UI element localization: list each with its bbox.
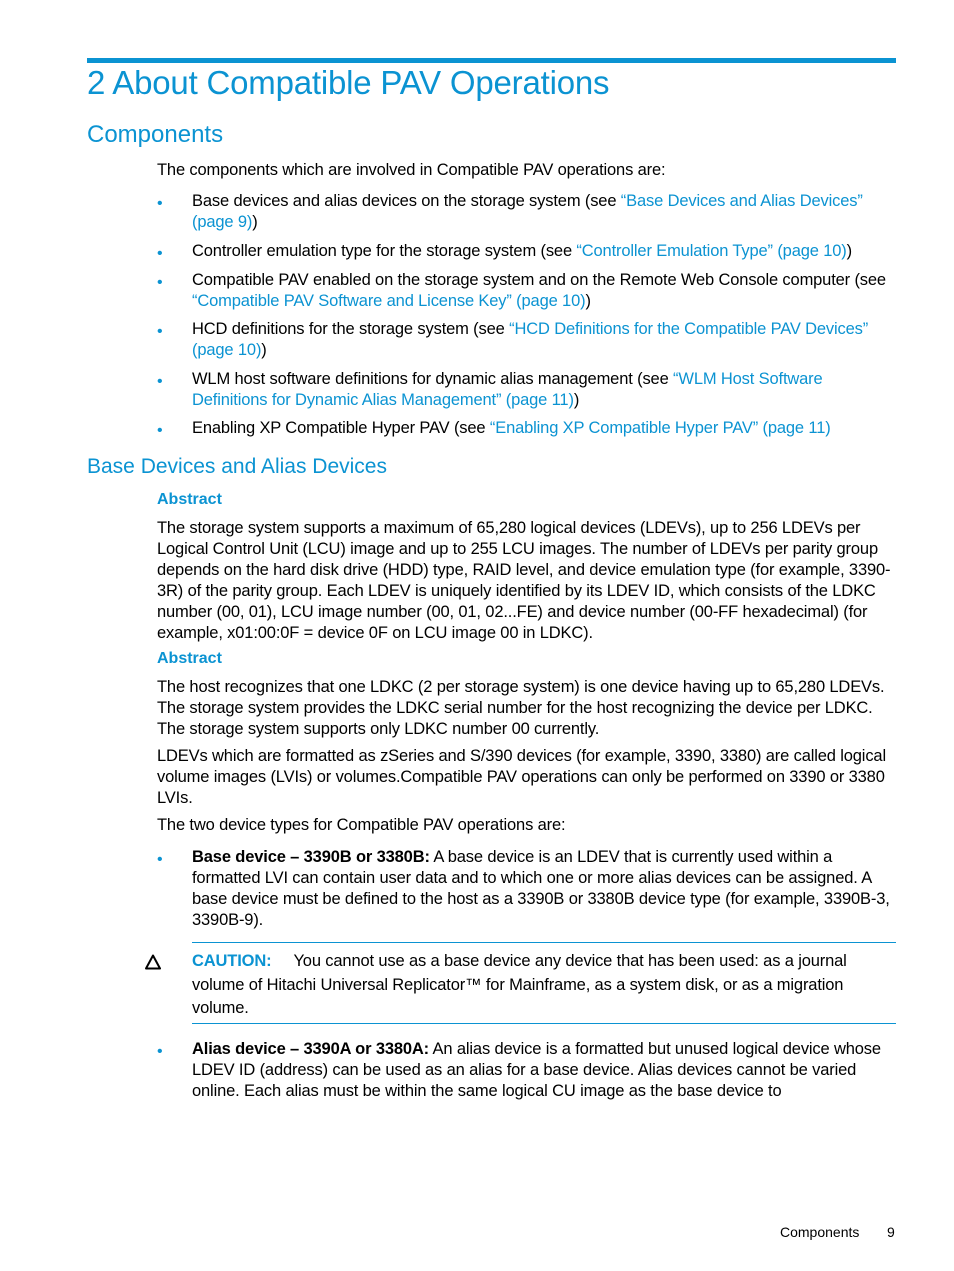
xref-link[interactable]: “WLM Host Software Definitions for Dynamic Alias Management” (page 11) <box>192 370 823 409</box>
bullet-icon: • <box>157 373 163 390</box>
list-item-base-device: Base device – 3390B or 3380B: A base device is an LDEV that is currently used within a formatted LVI can contain user data and to which one or more alias devices can be assigned. A base device must be defined to the host as a 3390B or 3380B device type (for example, 3390B-3, 3390B-9). <box>192 848 890 929</box>
ldevs-paragraph: LDEVs which are formatted as zSeries and S/390 devices (for example, 3390, 3380) are called logical volume images (LVIs) or volumes.Compatible PAV operations can only be performed on 3390 or 3380 LVIs. <box>157 747 886 807</box>
bullet-icon: • <box>157 1043 163 1060</box>
list-item: Compatible PAV enabled on the storage system and on the Remote Web Console computer (see “Compatible PAV Software and License Key” (page 10)) <box>192 271 886 310</box>
components-heading: Components <box>87 121 224 148</box>
list-item: Base devices and alias devices on the storage system (see “Base Devices and Alias Devices” (page 9)) <box>192 192 863 231</box>
abstract-label: Abstract <box>157 650 222 667</box>
list-item: Controller emulation type for the storage system (see “Controller Emulation Type” (page 10)) <box>192 242 852 260</box>
xref-link[interactable]: “Enabling XP Compatible Hyper PAV” (page 11) <box>489 419 831 437</box>
bullet-icon: • <box>157 274 163 291</box>
bullet-icon: • <box>157 245 163 262</box>
caution-bottom-rule <box>192 1023 896 1024</box>
list-item: WLM host software definitions for dynamic alias management (see “WLM Host Software Definitions for Dynamic Alias Management” (page 11)) <box>192 370 823 409</box>
caution-note: CAUTION: You cannot use as a base device any device that has been used: as a journal volume of Hitachi Universal Replicator™ for Mainframe, as a system disk, or as a migration volume. <box>192 952 847 1017</box>
chapter-top-rule <box>87 58 896 63</box>
caution-icon <box>145 954 161 970</box>
xref-link[interactable]: “HCD Definitions for the Compatible PAV Devices” (page 10) <box>192 320 869 359</box>
caution-top-rule <box>192 942 896 943</box>
list-item-alias-device: Alias device – 3390A or 3380A: An alias device is a formatted but unused logical device whose LDEV ID (address) can be used as an alias for a base device. Alias devices cannot be varied online. Each alias must be within the same logical CU image as the base device to <box>192 1040 881 1100</box>
device-types-paragraph: The two device types for Compatible PAV operations are: <box>157 816 566 834</box>
xref-link[interactable]: “Controller Emulation Type” (page 10) <box>576 242 847 260</box>
abstract-label: Abstract <box>157 491 222 508</box>
xref-link[interactable]: “Compatible PAV Software and License Key” (page 10) <box>192 292 586 310</box>
footer-section: Components <box>780 1224 860 1240</box>
list-item: HCD definitions for the storage system (see “HCD Definitions for the Compatible PAV Devices” (page 10)) <box>192 320 869 359</box>
components-intro: The components which are involved in Compatible PAV operations are: <box>157 161 666 179</box>
list-item: Enabling XP Compatible Hyper PAV (see “Enabling XP Compatible Hyper PAV” (page 11) <box>192 419 831 437</box>
bullet-icon: • <box>157 851 163 868</box>
bullet-icon: • <box>157 422 163 439</box>
abstract-paragraph: The storage system supports a maximum of 65,280 logical devices (LDEVs), up to 256 LDEVs per Logical Control Unit (LCU) image and up to 255 LCU images. The number of LDEVs per parity group depends on the hard disk drive (HDD) type, RAID level, and device emulation type (for example, 3390-3R) of the parity group. Each LDEV is uniquely identified by its LDEV ID, which consists of the LDKC number (00, 01), LCU image number (00, 01, 02...FE) and device number (00-FF hexadecimal) (for example, x01:00:0F = device 0F on LCU image 00 in LDKC). <box>157 519 891 642</box>
chapter-title: 2 About Compatible PAV Operations <box>87 64 610 101</box>
page-number: 9 <box>887 1224 895 1240</box>
bullet-icon: • <box>157 195 163 212</box>
xref-link[interactable]: “Base Devices and Alias Devices” (page 9) <box>192 192 863 231</box>
bullet-icon: • <box>157 323 163 340</box>
base-devices-heading: Base Devices and Alias Devices <box>87 455 387 478</box>
abstract-paragraph: The host recognizes that one LDKC (2 per storage system) is one device having up to 65,280 LDEVs. The storage system provides the LDKC serial number for the host recognizing the device per LDKC. The storage system supports only LDKC number 00 currently. <box>157 678 885 738</box>
caution-label: CAUTION: <box>192 952 272 970</box>
